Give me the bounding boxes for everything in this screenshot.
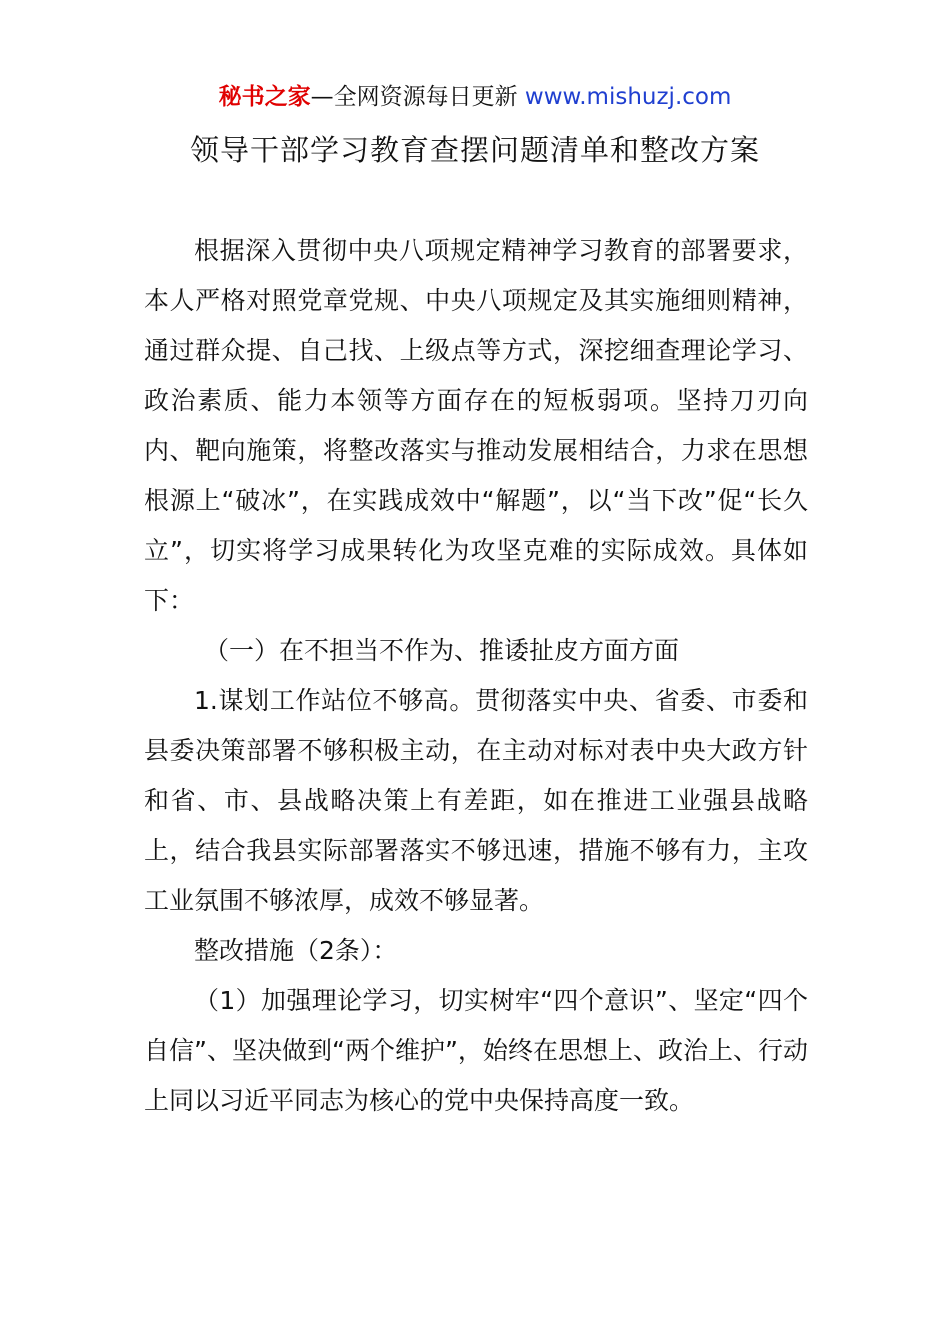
section-heading: （一）在不担当不作为、推诿扯皮方面方面 [204,636,680,665]
problem-item-1: 1.谋划工作站位不够高。贯彻落实中央、省委、市委和县委决策部署不够积极主动，在主动对标对表中央大政方针和省、市、县战略决策上有差距，如在推进工业强县战略上，结合我县实际部署落实不够迅速，措施不够有力，主攻工业氛围不够浓厚，成效不够显著。 [144,686,808,915]
document-title: 领导干部学习教育查摆问题清单和整改方案 [189,133,760,167]
site-header [0,80,950,114]
site-tagline: —全网资源每日更新 [310,84,525,110]
intro-paragraph: 根据深入贯彻中央八项规定精神学习教育的部署要求，本人严格对照党章党规、中央八项规定及其实施细则精神，通过群众提、自己找、上级点等方式，深挖细查理论学习、政治素质、能力本领等方面存在的短板弱项。坚持刀刃向内、靶向施策，将整改落实与推动发展相结合，力求在思想根源上“破冰”，在实践成效中“解题”，以“当下改”促“长久立”，切实将学习成果转化为攻坚克难的实际成效。具体如下： [144,236,808,615]
document-body [144,226,808,1126]
measures-heading: 整改措施（2条）： [194,936,398,965]
site-brand: 秘书之家 [218,84,311,110]
measure-item-1: （1）加强理论学习，切实树牢“四个意识”、坚定“四个自信”、坚决做到“两个维护”，始终在思想上、政治上、行动上同以习近平同志为核心的党中央保持高度一致。 [144,986,808,1115]
site-url-link[interactable]: www.mishuzj.com [524,84,732,110]
